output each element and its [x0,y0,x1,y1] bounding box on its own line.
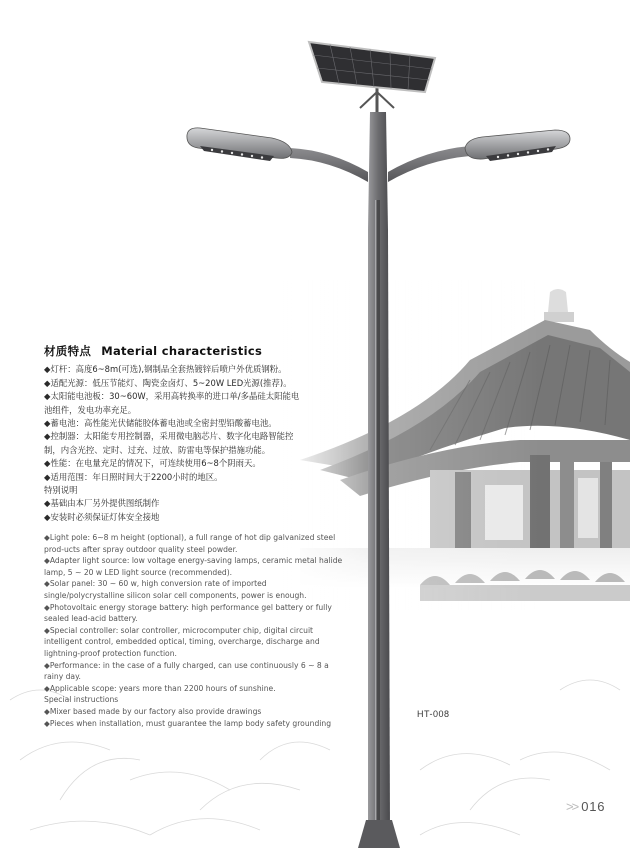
section-title-en: Material characteristics [101,344,263,358]
chevron-double-right-icon: >> [566,799,578,814]
en-special-heading: Special instructions [44,695,119,705]
en-spec-line: ◆Applicable scope: years more than 2200 hours of sunshine. [44,683,276,693]
cn-spec-line: ◆灯杆：高度6~8m(可选),钢制品全套热镀锌后喷户外优质钢粉。 [44,364,287,375]
cn-spec-line: ◆基础由本厂另外提供图纸制作 [44,498,160,509]
cn-spec-line: ◆适配光源：低压节能灯、陶瓷金卤灯、5~20W LED光源(推荐)。 [44,377,292,388]
cn-spec-line: ◆太阳能电池板：30~60W，采用高转换率的进口单/多晶硅太阳能电 [44,391,300,402]
cn-spec-line: ◆蓄电池：高性能光伏储能胶体蓄电池或全密封型铅酸蓄电池。 [44,418,277,429]
page-number [566,799,605,814]
en-spec-line: ◆Mixer based made by our factory also provide drawings [44,706,262,716]
en-spec-line: ◆Solar panel: 30 ~ 60 w, high conversion rate of imported single/polycrystalline silicon solar cell components, power is enough. [44,579,307,600]
model-number: HT-008 [417,709,450,719]
lamp-head-left-icon [187,128,292,161]
material-characteristics-cn [44,345,374,524]
lamp-head-right-icon [465,130,570,161]
cn-spec-line: ◆适用范围：年日照时间大于2200小时的地区。 [44,471,223,482]
en-spec-line: ◆Pieces when installation, must guarantee the lamp body safety grounding [44,718,332,728]
section-title-cn: 材质特点 [44,344,92,358]
cn-spec-line: ◆性能：在电量充足的情况下，可连续使用6~8个阴雨天。 [44,458,261,469]
cn-special-heading: 特别说明 [44,485,78,496]
en-spec-line: ◆Adapter light source: low voltage energy-saving lamps, ceramic metal halide lamp, 5 ~ 20 w LED light source (recommended). [44,556,343,577]
cn-spec-line: 池组件，发电功率充足。 [44,404,137,415]
page-number-value: 016 [581,799,606,814]
solar-panel-icon [309,42,435,92]
en-spec-line: ◆Light pole: 6~8 m height (optional), a full range of hot dip galvanized steel prod-ucts after spray outdoor quality steel powder. [44,533,336,554]
en-spec-line: ◆Special controller: solar controller, microcomputer chip, digital circuit intelligent control, embedded optical, timing, overcharge, discharge and lightning-proof protection function. [44,625,320,658]
cn-spec-line: 制，内含光控、定时、过充、过放、防雷电等保护措施功能。 [44,444,271,455]
en-spec-line: ◆Photovoltaic energy storage battery: high performance gel battery or fully sealed lead-acid battery. [44,602,332,624]
cn-spec-line: ◆安装时必须保证灯体安全接地 [44,511,160,522]
section-title [44,345,374,358]
cn-spec-line: ◆控制器：太阳能专用控制器，采用微电脑芯片、数字化电路智能控 [44,431,294,442]
material-characteristics-en [44,532,349,729]
en-spec-line: ◆Performance: in the case of a fully charged, can use continuously 6 ~ 8 a rainy day. [44,660,329,682]
